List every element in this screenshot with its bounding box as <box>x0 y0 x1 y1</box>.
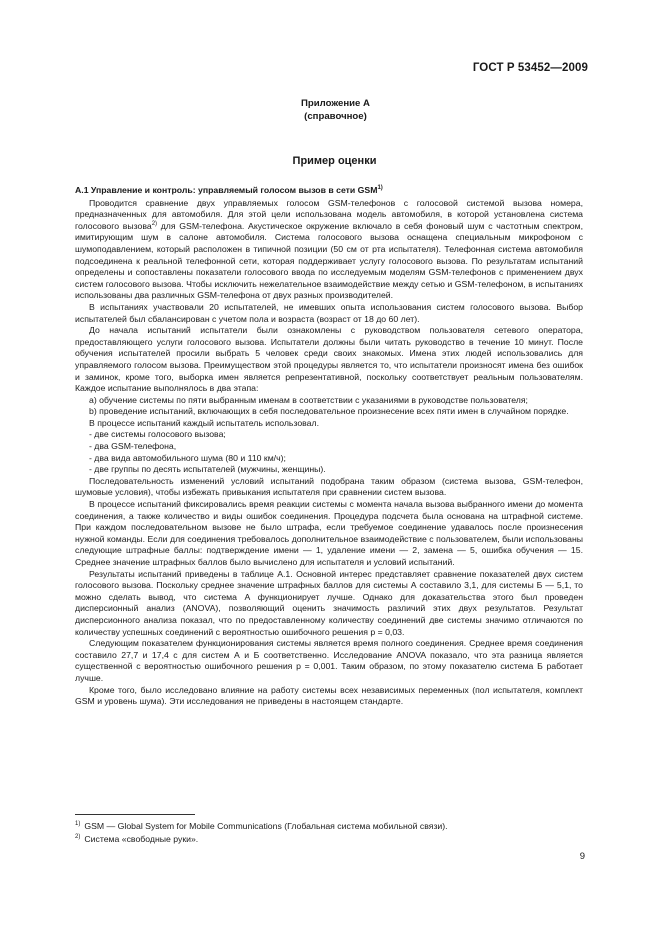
paragraph-7: Результаты испытаний приведены в таблице А.1. Основной интерес представляет сравнение показателей двух систем голосового вызова. Поскольку среднее значение штрафных баллов для системы А составило 3,1, для системы Б — 5,1, то можно сделать вывод, что система А функционирует лучше. Однако для доказательства этого был проведен дисперсионный анализ (ANOVA), позволяющий оценить значимость различий этих двух результатов. Результат дисперсионного анализа показал, что по предоставленному количеству соединений две системы значимо отличаются по количеству успешных соединений с вероятностью ошибочного решения р = 0,03. <box>75 568 583 637</box>
document-body <box>75 185 583 708</box>
footnote-ref-2: 2) <box>151 220 158 227</box>
dash-item-2: - два GSM-телефона, <box>89 441 177 452</box>
footnote-2-mark: 2) <box>75 834 81 840</box>
footnote-1-text: GSM — Global System for Mobile Communications (Глобальная система мобильной связи). <box>84 821 448 831</box>
list-item-b: b) проведение испытаний, включающих в себя последовательное произнесение всех пяти имен в случайном порядке. <box>89 406 569 417</box>
footnotes <box>75 820 583 846</box>
page-number: 9 <box>579 851 585 862</box>
document-code: ГОСТ Р 53452—2009 <box>472 62 588 74</box>
dash-item-3: - два вида автомобильного шума (80 и 110 км/ч); <box>89 452 286 463</box>
paragraph-5: Последовательность изменений условий испытаний подобрана таким образом (система вызова, GSM-телефон, шумовые условия), чтобы избежать привыкания испытателя при сравнении систем вызова. <box>75 475 583 498</box>
list-item-a: а) обучение системы по пяти выбранным именам в соответствии с указаниями в руководстве пользователя; <box>89 394 528 405</box>
paragraph-4: В процессе испытаний каждый испытатель использовал. <box>89 417 319 428</box>
dash-item-4: - две группы по десять испытателей (мужчины, женщины). <box>89 464 326 475</box>
footnote-ref-1: 1) <box>377 185 383 191</box>
paragraph-9: Кроме того, было исследовано влияние на работу системы всех независимых переменных (пол испытателя, комплект GSM и уровень шума). Эти исследования не приведены в настоящем стандарте. <box>75 684 583 707</box>
paragraph-8: Следующим показателем функционирования системы является время полного соединения. Среднее время соединения составило 27,7 и 17,4 с для систем А и Б соответственно. Исследование ANOVA показало, что эта разница является существенной с вероятностью ошибочного решения р = 0,001. Таким образом, по этому показателю система Б работает лучше. <box>75 638 583 683</box>
annex-heading <box>0 97 661 123</box>
paragraph-1-part-b: для GSM-телефона. Акустическое окружение включало в себя фоновый шум с частотным спектром, имитирующим шум в салоне автомобиля. Система голосового вызова оснащена специальным микрофоном с шумоподавлением, который расположен в типичной позиции (50 см от рта испытателя). Телефонная система автомобиля подсоединена к реальной телефонной сети, которая поддерживает услугу голосового вызова. По результатам испытаний определены и сопоставлены показатели голосового ввода по исследуемым моделям GSM-телефонов с применением двух систем голосового вызова. Чтобы исключить нежелательное взаимодействие между сетью и GSM-телефоном, в испытаниях использованы два различных GSM-телефона от двух разных производителей. <box>75 220 584 301</box>
annex-subtitle: (справочное) <box>304 111 367 122</box>
footnote-1 <box>75 820 583 833</box>
paragraph-1-part-a: Проводится сравнение двух управляемых голосом GSM-телефонов с голосовой системой вызова номера, предназначенных для автомобиля. Для этой цели использована модель автомобиля, в которой установлена система голосового вызова <box>75 197 583 231</box>
paragraph-3: До начала испытаний испытатели были ознакомлены с руководством пользователя сетевого оператора, предоставляющего услуги голосового вызова. Испытатели должны были читать руководство в течение 10 минут. После обучения испытателей просили выбрать 5 человек среди своих знакомых. Имена этих людей использовались для управляемого голосом вызова. Преимуществом этой процедуры является то, что испытатели произносят имена без ошибок и заминок, кроме того, выборка имен является репрезентативной, поскольку соответствует реальным пользователям. Каждое испытание выполнялось в два этапа: <box>75 325 583 394</box>
paragraph-2: В испытаниях участвовали 20 испытателей, не имевших опыта использования систем голосового вызова. Выбор испытателей был сбалансирован с учетом пола и возраста (возраст от 18 до 60 лет). <box>75 301 583 324</box>
footnote-divider <box>75 814 195 815</box>
dash-item-1: - две системы голосового вызова; <box>89 429 226 440</box>
footnote-2 <box>75 833 583 846</box>
paragraph-6: В процессе испытаний фиксировались время реакции системы с момента начала вызова выбранного имени до момента соединения, а также количество и виды ошибок соединения. Процедура подсчета была основана на штрафной системе. При каждом последовательном вызове не было штрафа, если требуемое соединение удавалось после произнесения нужной команды. Если для соединения требовалось дополнительное взаимодействие с пользователем, были использованы следующие штрафные баллы: подтверждение имени — 1, удаление имени — 2, замена — 5, ошибка обучения — 15. Среднее значение штрафных баллов было вычислено для испытателя и условий испытаний. <box>75 499 583 567</box>
subsection-heading-text: А.1 Управление и контроль: управляемый голосом вызов в сети GSM <box>75 185 378 195</box>
footnote-2-text: Система «свободные руки». <box>84 834 199 844</box>
section-title: Пример оценки <box>292 155 377 167</box>
paragraph-1 <box>75 198 583 302</box>
annex-title: Приложение А <box>301 98 370 109</box>
footnote-1-mark: 1) <box>75 821 81 827</box>
subsection-heading <box>75 185 583 197</box>
